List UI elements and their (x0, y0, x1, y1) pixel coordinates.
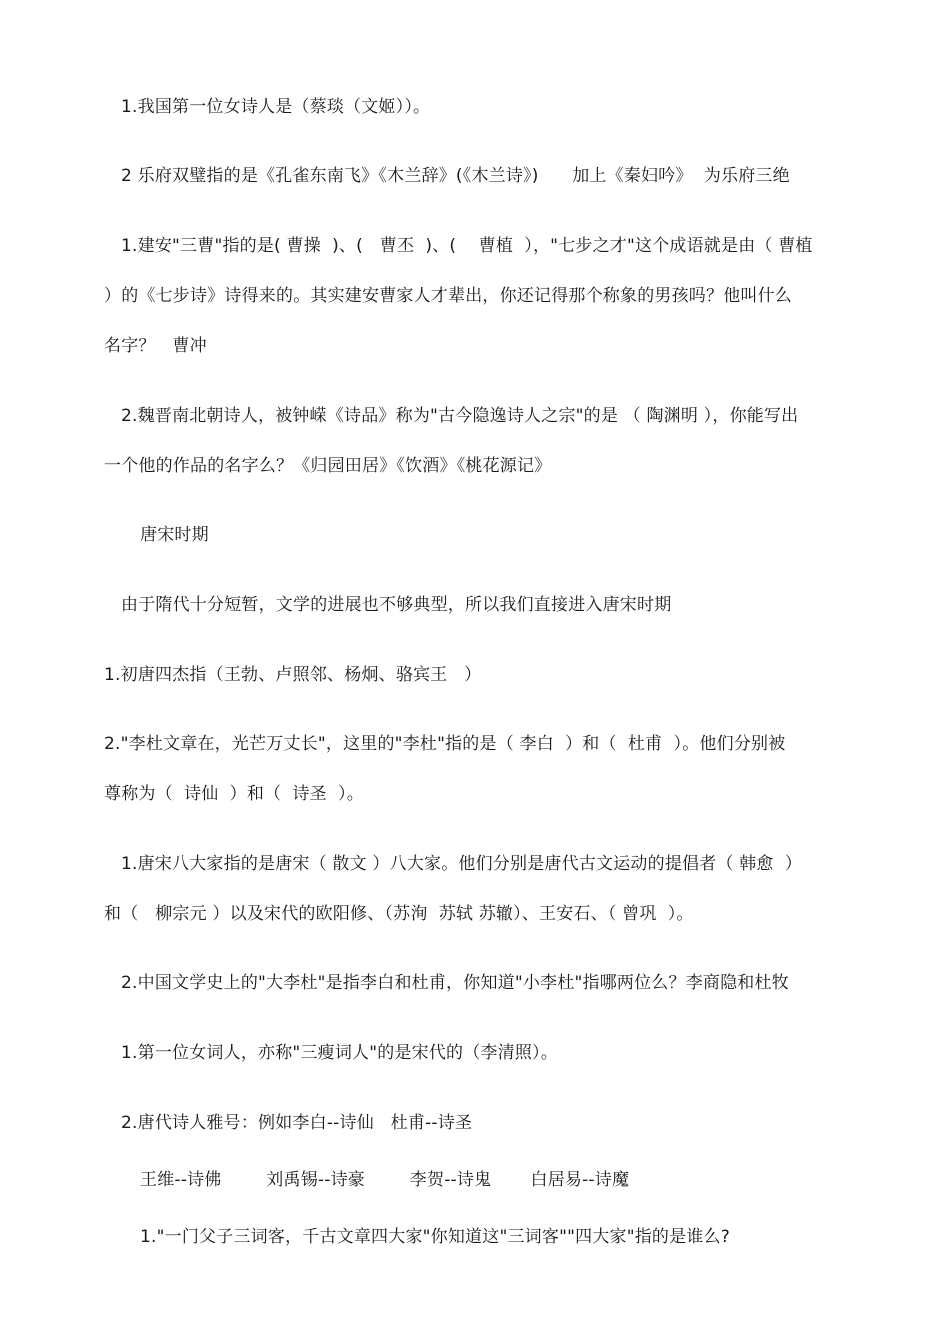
text-line: 1.我国第一位女诗人是（蔡琰（文姬））。 (121, 97, 431, 117)
text-line: 1.建安"三曹"指的是( 曹操 )、( 曹丕 )、( 曹植 ），"七步之才"这个成语就是由（ 曹植 (121, 236, 813, 256)
text-line: 一个他的作品的名字么？《归园田居》《饮酒》《桃花源记》 (104, 456, 552, 476)
text-line: 王维--诗佛 刘禹锡--诗豪 李贺--诗鬼 白居易--诗魔 (140, 1170, 630, 1190)
text-line: 2 乐府双璧指的是《孔雀东南飞》《木兰辞》(《木兰诗》) 加上《秦妇吟》 为乐府三绝 (121, 166, 790, 186)
section-heading: 唐宋时期 (140, 525, 209, 545)
text-line: 1.第一位女词人，亦称"三瘦词人"的是宋代的（李清照）。 (121, 1043, 558, 1063)
text-line: 2.中国文学史上的"大李杜"是指李白和杜甫，你知道"小李杜"指哪两位么？李商隐和杜牧 (121, 973, 789, 993)
text-line: 1."一门父子三词客，千古文章四大家"你知道这"三词客""四大家"指的是谁么? (140, 1227, 730, 1247)
text-line: 1.初唐四杰指（王勃、卢照邻、杨炯、骆宾王 ） (104, 665, 482, 685)
text-line: 2."李杜文章在，光芒万丈长"，这里的"李杜"指的是（ 李白 ）和（ 杜甫 ）。他们分别被 (104, 734, 786, 754)
text-line: 2.唐代诗人雅号：例如李白--诗仙 杜甫--诗圣 (121, 1113, 473, 1133)
text-line: 1.唐宋八大家指的是唐宋（ 散文 ）八大家。他们分别是唐代古文运动的提倡者（ 韩愈 ） (121, 854, 803, 874)
text-line: 名字？ 曹冲 (104, 336, 207, 356)
text-line: 和（ 柳宗元 ）以及宋代的欧阳修、（苏洵 苏轼 苏辙）、王安石、（ 曾巩 ）。 (104, 904, 694, 924)
text-line: 尊称为（ 诗仙 ）和（ 诗圣 ）。 (104, 784, 364, 804)
text-line: 由于隋代十分短暂，文学的进展也不够典型，所以我们直接进入唐宋时期 (121, 595, 672, 615)
text-line: ）的《七步诗》诗得来的。其实建安曹家人才辈出，你还记得那个称象的男孩吗？他叫什么 (104, 286, 792, 306)
text-line: 2.魏晋南北朝诗人，被钟嵘《诗品》称为"古今隐逸诗人之宗"的是 （ 陶渊明 ），你能写出 (121, 406, 799, 426)
